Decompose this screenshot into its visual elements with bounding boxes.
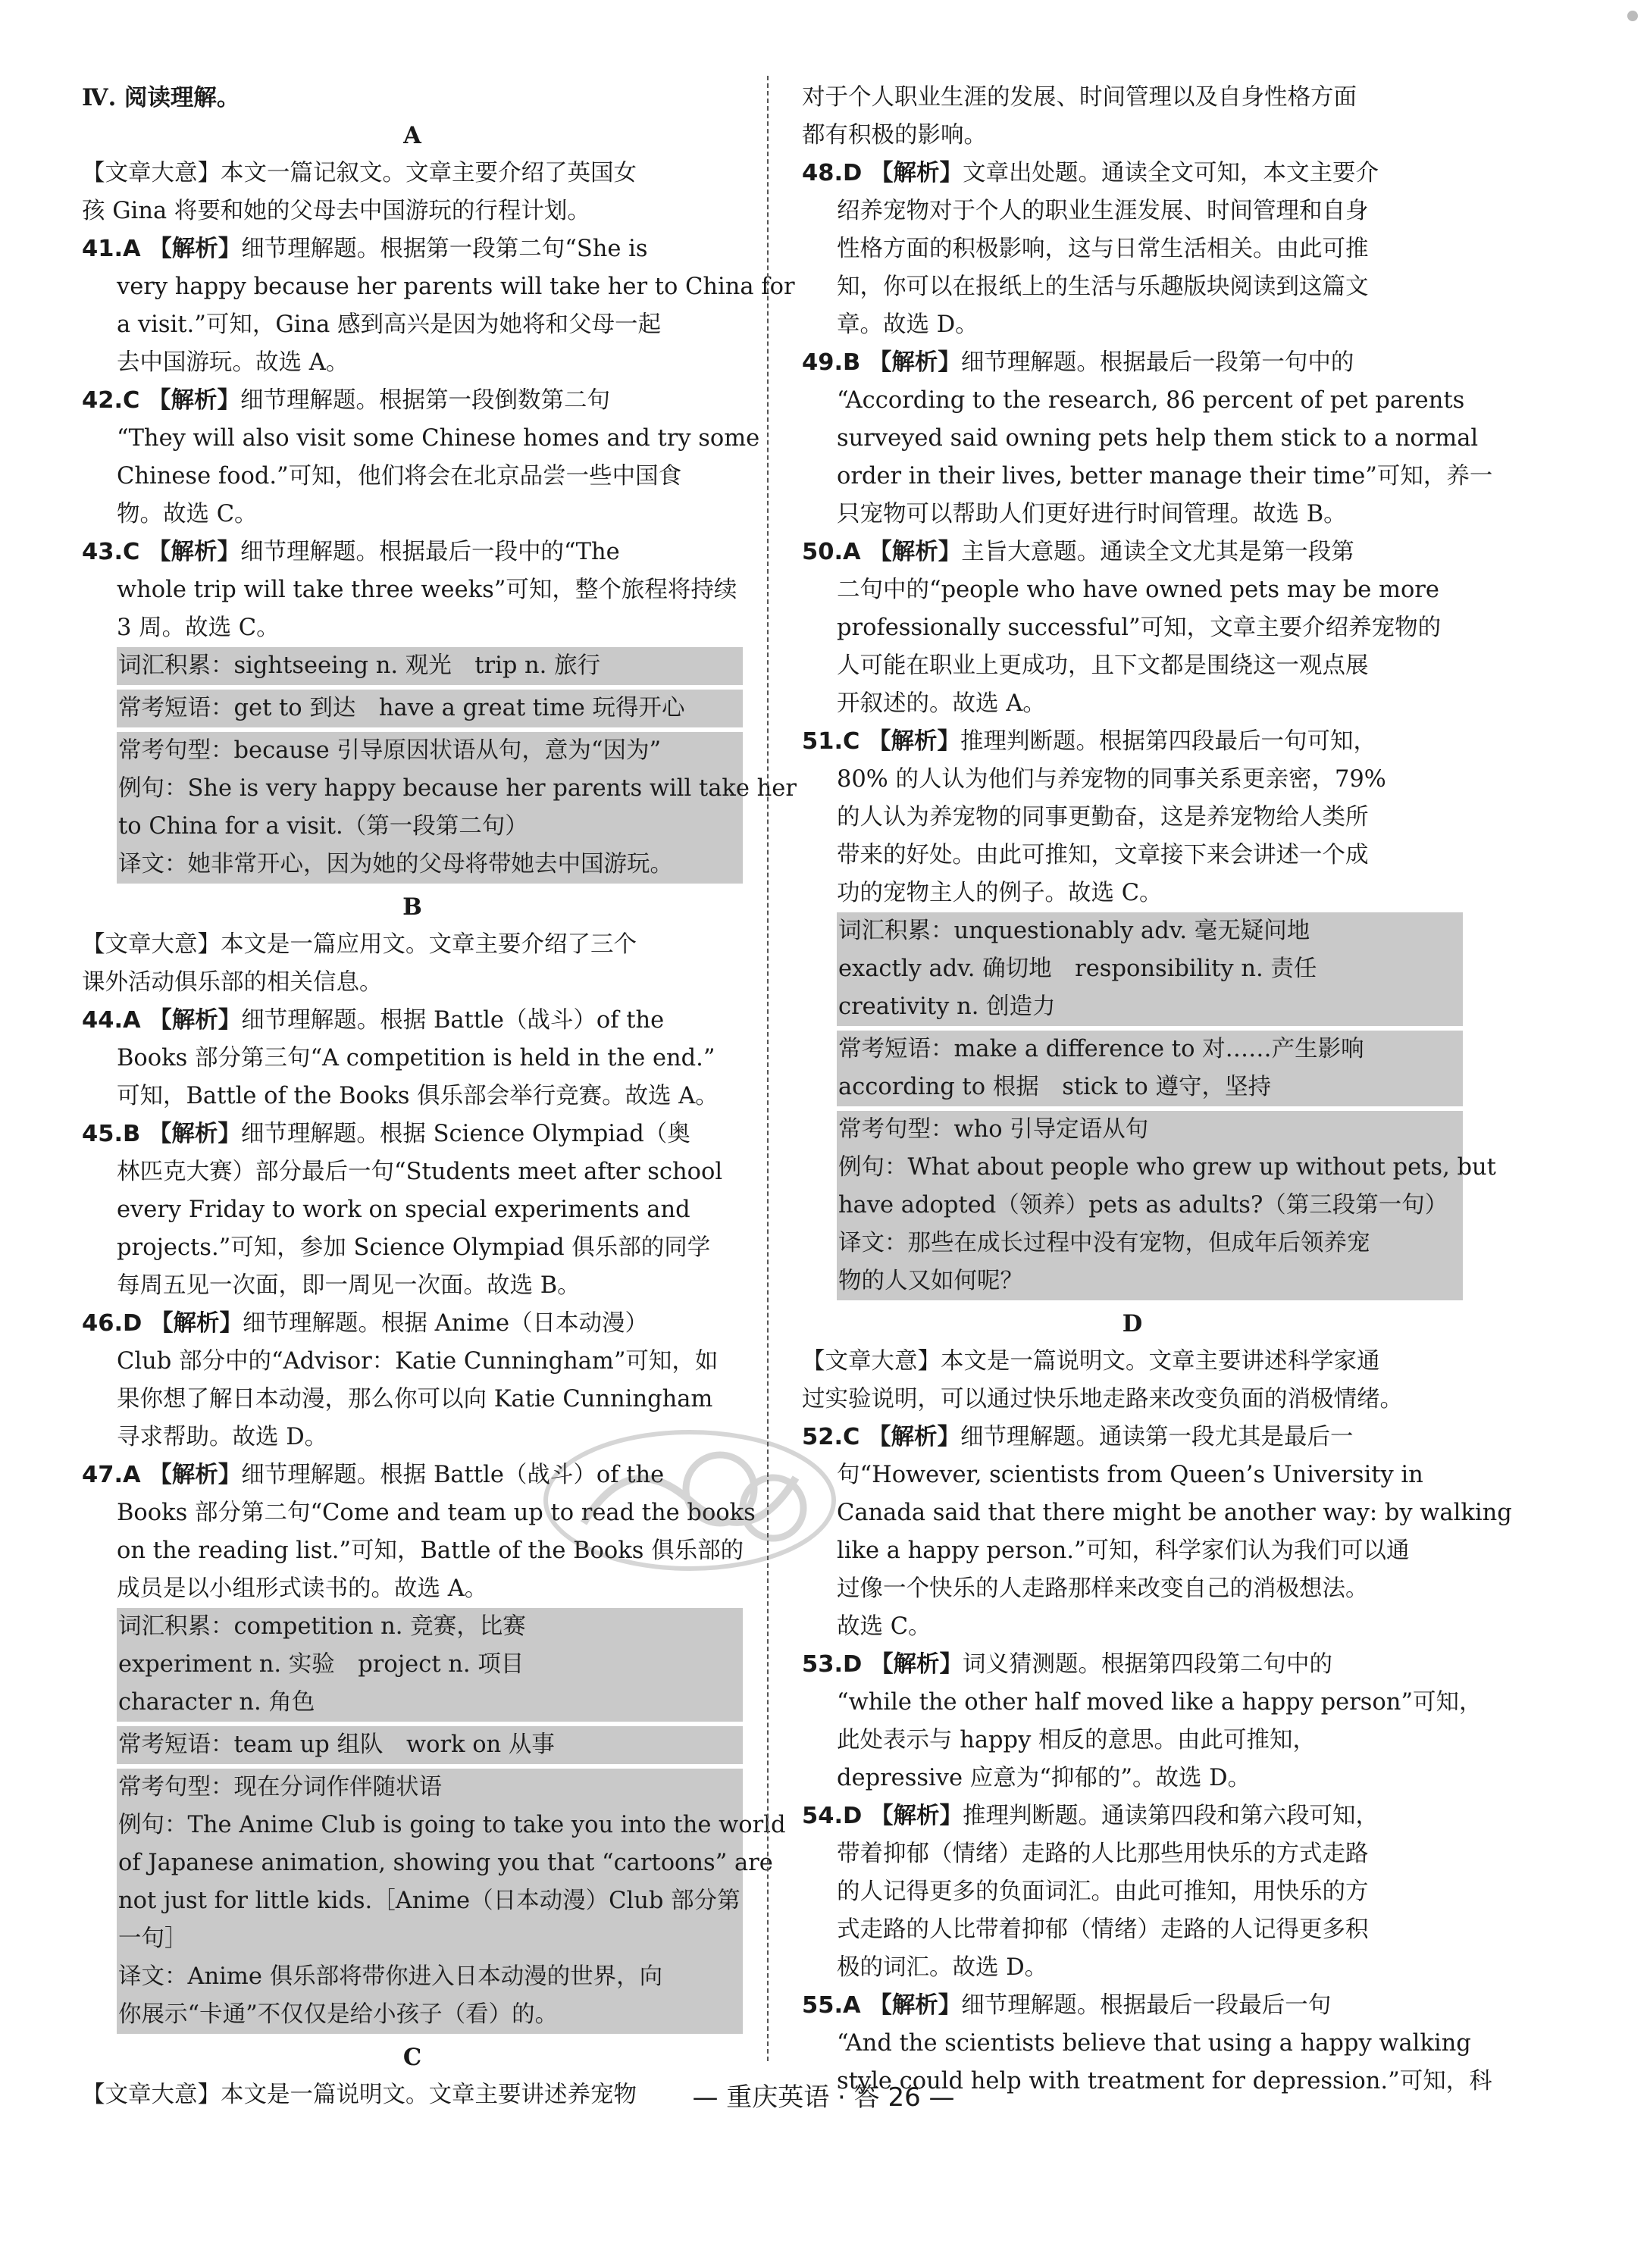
answer-continuation-line: 极的词汇。故选 D。 xyxy=(837,1954,1048,1981)
answer-item-line: 42.C 【解析】细节理解题。根据第一段倒数第二句 xyxy=(82,387,611,414)
passage-letter: A xyxy=(403,122,421,149)
answer-continuation-line: 知，你可以在报纸上的生活与乐趣版块阅读到这篇文 xyxy=(837,274,1369,300)
answer-item-line: 43.C 【解析】细节理解题。根据最后一段中的“The xyxy=(82,539,620,565)
answer-item-line: 48.D 【解析】文章出处题。通读全文可知，本文主要介 xyxy=(802,160,1379,186)
summary-line: 【文章大意】本文一篇记叙文。文章主要介绍了英国女 xyxy=(82,160,637,186)
column-divider xyxy=(767,76,769,2061)
note-line: 一句］ xyxy=(118,1925,188,1952)
answer-item-line: 45.B 【解析】细节理解题。根据 Science Olympiad（奥 xyxy=(82,1121,690,1147)
answer-continuation-line: “while the other half moved like a happy person”可知， xyxy=(837,1689,1483,1716)
answer-continuation-line: Books 部分第三句“A competition is held in the end.” xyxy=(117,1045,715,1071)
answer-continuation-line: 成员是以小组形式读书的。故选 A。 xyxy=(117,1575,488,1602)
summary-line: 【文章大意】本文是一篇说明文。文章主要讲述养宠物 xyxy=(82,2082,637,2108)
answer-continuation-line: 带来的好处。由此可推知，文章接下来会讲述一个成 xyxy=(837,842,1369,868)
answer-item-line: 46.D 【解析】细节理解题。根据 Anime（日本动漫） xyxy=(82,1310,649,1337)
note-line: 常考句型：现在分词作伴随状语 xyxy=(118,1774,442,1800)
note-line: 词汇积累：unquestionably adv. 毫无疑问地 xyxy=(838,918,1310,944)
passage-letter: C xyxy=(402,2044,422,2071)
left-column xyxy=(82,79,797,2108)
answer-continuation-line: every Friday to work on special experiments and xyxy=(117,1197,690,1223)
answer-continuation-line: a visit.”可知，Gina 感到高兴是因为她将和父母一起 xyxy=(117,311,661,338)
note-line: 常考短语：team up 组队 work on 从事 xyxy=(118,1732,555,1758)
page-footer: — 重庆英语 · 答 26 — xyxy=(692,2082,955,2113)
note-line: 物的人又如何呢？ xyxy=(838,1268,1023,1294)
note-line: 常考短语：make a difference to 对……产生影响 xyxy=(838,1036,1364,1062)
vocab-note-block xyxy=(117,1769,786,2034)
answer-item-line: 55.A 【解析】细节理解题。根据最后一段最后一句 xyxy=(802,1992,1332,2019)
vocab-note-block xyxy=(117,1726,743,1764)
summary-line: 【文章大意】本文是一篇应用文。文章主要介绍了三个 xyxy=(82,931,637,958)
answer-continuation-line: 章。故选 D。 xyxy=(837,311,978,338)
answer-continuation-line: 此处表示与 happy 相反的意思。由此可推知， xyxy=(837,1727,1316,1753)
summary-line: 过实验说明，可以通过快乐地走路来改变负面的消极情绪。 xyxy=(802,1386,1403,1412)
vocab-note-block xyxy=(117,647,743,685)
vocab-note-block xyxy=(117,1608,743,1722)
note-line: 常考句型：who 引导定语从句 xyxy=(838,1116,1149,1143)
answer-continuation-line: “According to the research, 86 percent of pet parents xyxy=(837,387,1465,414)
summary-line: 对于个人职业生涯的发展、时间管理以及自身性格方面 xyxy=(802,84,1357,111)
answer-item-line: 52.C 【解析】细节理解题。通读第一段尤其是最后一 xyxy=(802,1424,1354,1450)
answer-continuation-line: 3 周。故选 C。 xyxy=(117,615,280,641)
summary-line: 都有积极的影响。 xyxy=(802,122,987,149)
answer-item-line: 41.A 【解析】细节理解题。根据第一段第二句“She is xyxy=(82,236,648,262)
answer-continuation-line: whole trip will take three weeks”可知，整个旅程将持续 xyxy=(117,577,737,603)
answer-continuation-line: 每周五见一次面，即一周见一次面。故选 B。 xyxy=(117,1272,581,1299)
note-line: experiment n. 实验 project n. 项目 xyxy=(118,1651,524,1678)
note-line: character n. 角色 xyxy=(118,1689,315,1716)
vocab-note-block xyxy=(837,1111,1496,1300)
answer-continuation-line: “They will also visit some Chinese homes and try some xyxy=(117,425,760,452)
note-line: 常考短语：get to 到达 have a great time 玩得开心 xyxy=(118,695,685,721)
answer-continuation-line: order in their lives, better manage their time”可知，养一 xyxy=(837,463,1493,490)
answer-continuation-line: 过像一个快乐的人走路那样来改变自己的消极想法。 xyxy=(837,1575,1369,1602)
answer-continuation-line: projects.”可知，参加 Science Olympiad 俱乐部的同学 xyxy=(117,1234,711,1261)
answer-item-line: 50.A 【解析】主旨大意题。通读全文尤其是第一段第 xyxy=(802,539,1354,565)
vocab-note-block xyxy=(837,912,1463,1026)
answer-continuation-line: 故选 C。 xyxy=(837,1613,932,1640)
summary-line: 【文章大意】本文是一篇说明文。文章主要讲述科学家通 xyxy=(802,1348,1380,1375)
note-line: 译文：她非常开心，因为她的父母将带她去中国游玩。 xyxy=(118,851,673,877)
answer-continuation-line: Books 部分第二句“Come and team up to read the books xyxy=(117,1500,756,1526)
note-line: 常考句型：because 引导原因状语从句，意为“因为” xyxy=(118,737,662,764)
answer-continuation-line: 人可能在职业上更成功，且下文都是围绕这一观点展 xyxy=(837,652,1369,679)
note-line: 词汇积累：sightseeing n. 观光 trip n. 旅行 xyxy=(118,652,601,679)
answer-continuation-line: 林匹克大赛）部分最后一句“Students meet after school xyxy=(117,1159,723,1185)
note-line: exactly adv. 确切地 responsibility n. 责任 xyxy=(838,956,1317,982)
answer-continuation-line: 寻求帮助。故选 D。 xyxy=(117,1424,328,1450)
answer-item-line: 49.B 【解析】细节理解题。根据最后一段第一句中的 xyxy=(802,349,1354,376)
note-line: 例句：What about people who grew up without pets, but xyxy=(838,1154,1496,1181)
note-line: creativity n. 创造力 xyxy=(838,993,1056,1020)
section-heading: Ⅳ. 阅读理解。 xyxy=(82,84,240,111)
answer-item-line: 53.D 【解析】词义猜测题。根据第四段第二句中的 xyxy=(802,1651,1332,1678)
note-line: of Japanese animation, showing you that “cartoons” are xyxy=(118,1850,773,1876)
answer-continuation-line: 带着抑郁（情绪）走路的人比那些用快乐的方式走路 xyxy=(837,1841,1369,1867)
answer-continuation-line: “And the scientists believe that using a happy walking xyxy=(837,2030,1471,2057)
answer-continuation-line: 去中国游玩。故选 A。 xyxy=(117,349,349,376)
note-line: according to 根据 stick to 遵守，坚持 xyxy=(838,1074,1271,1100)
note-line: 词汇积累：competition n. 竞赛，比赛 xyxy=(118,1613,526,1640)
answer-continuation-line: on the reading list.”可知，Battle of the Books 俱乐部的 xyxy=(117,1538,744,1564)
note-line: 例句：The Anime Club is going to take you into the world xyxy=(118,1812,786,1838)
answer-continuation-line: 的人记得更多的负面词汇。由此可推知，用快乐的方 xyxy=(837,1879,1369,1905)
answer-continuation-line: 式走路的人比带着抑郁（情绪）走路的人记得更多积 xyxy=(837,1916,1369,1943)
passage-letter: B xyxy=(402,893,422,921)
answer-continuation-line: 80% 的人认为他们与养宠物的同事关系更亲密，79% xyxy=(837,766,1386,793)
note-line: to China for a visit.（第一段第二句） xyxy=(118,813,528,840)
answer-item-line: 44.A 【解析】细节理解题。根据 Battle（战斗）of the xyxy=(82,1007,665,1034)
note-line: 例句：She is very happy because her parents will take her xyxy=(118,775,797,802)
vocab-note-block xyxy=(117,732,797,884)
answer-continuation-line: Club 部分中的“Advisor：Katie Cunningham”可知，如 xyxy=(117,1348,719,1375)
note-line: 译文：Anime 俱乐部将带你进入日本动漫的世界，向 xyxy=(118,1963,663,1990)
answer-item-line: 51.C 【解析】推理判断题。根据第四段最后一句可知， xyxy=(802,728,1377,755)
answer-continuation-line: Chinese food.”可知，他们将会在北京品尝一些中国食 xyxy=(117,463,682,490)
answer-continuation-line: 物。故选 C。 xyxy=(117,501,258,527)
answer-item-line: 54.D 【解析】推理判断题。通读第四段和第六段可知， xyxy=(802,1803,1379,1829)
answer-continuation-line: 句“However, scientists from Queen’s University in xyxy=(837,1462,1423,1488)
answer-continuation-line: surveyed said owning pets help them stick to a normal xyxy=(837,425,1479,452)
answer-continuation-line: 功的宠物主人的例子。故选 C。 xyxy=(837,880,1163,906)
answer-continuation-line: Canada said that there might be another way: by walking xyxy=(837,1500,1512,1526)
answer-continuation-line: professionally successful”可知，文章主要介绍养宠物的 xyxy=(837,615,1442,641)
answer-continuation-line: 性格方面的积极影响，这与日常生活相关。由此可推 xyxy=(837,236,1369,262)
answer-continuation-line: style could help with treatment for depression.”可知，科 xyxy=(837,2068,1492,2094)
passage-letter: D xyxy=(1122,1310,1143,1337)
answer-continuation-line: 果你想了解日本动漫，那么你可以向 Katie Cunningham xyxy=(117,1386,713,1412)
answer-continuation-line: 只宠物可以帮助人们更好进行时间管理。故选 B。 xyxy=(837,501,1347,527)
answer-continuation-line: 二句中的“people who have owned pets may be more xyxy=(837,577,1439,603)
answer-continuation-line: 开叙述的。故选 A。 xyxy=(837,690,1046,717)
corner-dot xyxy=(1627,11,1638,21)
summary-line: 课外活动俱乐部的相关信息。 xyxy=(82,969,383,996)
answer-continuation-line: depressive 应意为“抑郁的”。故选 D。 xyxy=(837,1765,1251,1791)
answer-item-line: 47.A 【解析】细节理解题。根据 Battle（战斗）of the xyxy=(82,1462,665,1488)
note-line: 译文：那些在成长过程中没有宠物，但成年后领养宠 xyxy=(838,1230,1370,1256)
right-column xyxy=(802,79,1512,2125)
answer-continuation-line: 的人认为养宠物的同事更勤奋，这是养宠物给人类所 xyxy=(837,804,1369,831)
note-line: not just for little kids.［Anime（日本动漫）Club 部分第 xyxy=(118,1888,741,1914)
note-line: 你展示“卡通”不仅仅是给小孩子（看）的。 xyxy=(118,2001,559,2028)
note-line: have adopted（领养）pets as adults?（第三段第一句） xyxy=(838,1192,1448,1218)
answer-continuation-line: like a happy person.”可知，科学家们认为我们可以通 xyxy=(837,1538,1410,1564)
vocab-note-block xyxy=(117,690,743,727)
answer-continuation-line: 绍养宠物对于个人的职业生涯发展、时间管理和自身 xyxy=(837,198,1369,224)
vocab-note-block xyxy=(837,1031,1463,1106)
summary-line: 孩 Gina 将要和她的父母去中国游玩的行程计划。 xyxy=(82,198,590,224)
answer-continuation-line: very happy because her parents will take her to China for xyxy=(117,274,795,300)
answer-continuation-line: 可知，Battle of the Books 俱乐部会举行竞赛。故选 A。 xyxy=(117,1083,719,1109)
